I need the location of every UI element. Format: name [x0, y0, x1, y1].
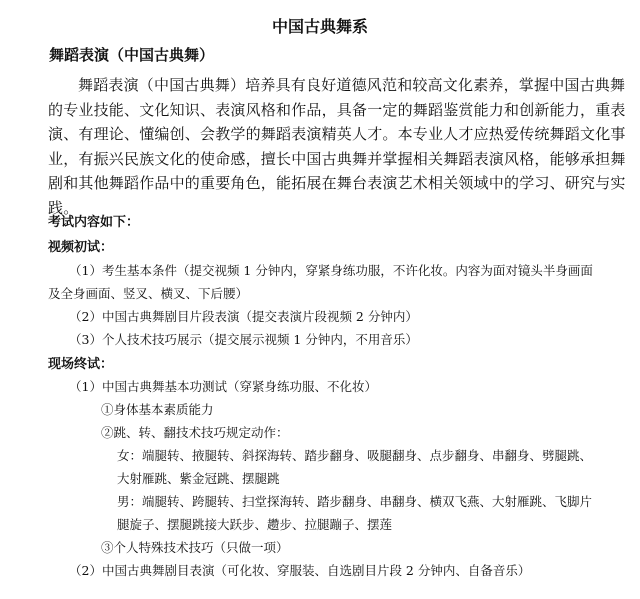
onsite-detail-male: 男：端腿转、跨腿转、扫堂探海转、踏步翻身、串翻身、横双飞燕、大射雁跳、飞脚片	[117, 494, 593, 509]
video-item: （2）中国古典舞剧目片段表演（提交表演片段视频 2 分钟内）	[69, 309, 418, 324]
intro-line: 演、有理论、懂编创、会教学的舞蹈表演精英人才。本专业人才应热爱传统舞蹈文化事	[48, 125, 626, 143]
video-heading: 视频初试：	[48, 240, 114, 255]
video-item: （1）考生基本条件（提交视频 1 分钟内，穿紧身练功服，不许化妆。内容为面对镜头半身画面	[69, 263, 593, 278]
onsite-subitem: ②跳、转、翻技术技巧规定动作：	[101, 425, 289, 440]
intro-line: 剧和其他舞蹈作品中的重要角色，能拓展在舞台表演艺术相关领域中的学习、研究与实	[48, 174, 626, 192]
intro-line: 业，有振兴民族文化的使命感，擅长中国古典舞并掌握相关舞蹈表演风格，能够承担舞	[48, 149, 626, 168]
onsite-subitem: ③个人特殊技术技巧（只做一项）	[101, 540, 289, 555]
exam-heading: 考试内容如下：	[48, 215, 140, 230]
video-item: 及全身画面、竖叉、横叉、下后腰）	[48, 286, 249, 301]
onsite-detail-female: 女：端腿转、掖腿转、斜探海转、踏步翻身、吸腿翻身、点步翻身、串翻身、劈腿跳、	[117, 448, 593, 463]
onsite-item: （2）中国古典舞剧目表演（可化妆、穿服装、自选剧目片段 2 分钟内、自备音乐）	[69, 563, 531, 578]
intro-line: 舞蹈表演（中国古典舞）培养具有良好道德风范和较高文化素养，掌握中国古典舞	[78, 76, 626, 94]
onsite-item: （1）中国古典舞基本功测试（穿紧身练功服、不化妆）	[69, 379, 377, 394]
page-title: 中国古典舞系	[271, 17, 368, 36]
intro-line: 践。	[48, 198, 79, 217]
section-heading: 舞蹈表演（中国古典舞）	[49, 46, 215, 64]
onsite-heading: 现场终试：	[48, 357, 114, 372]
video-item: （3）个人技术技巧展示（提交展示视频 1 分钟内，不用音乐）	[69, 332, 418, 347]
onsite-detail-female-cont: 大射雁跳、紫金冠跳、摆腿跳	[117, 471, 280, 486]
intro-line: 的专业技能、文化知识、表演风格和作品，具备一定的舞蹈鉴赏能力和创新能力，重表	[48, 100, 626, 119]
intro-paragraph	[48, 73, 626, 220]
onsite-subitem: ①身体基本素质能力	[101, 402, 214, 417]
onsite-detail-male-cont: 腿旋子、摆腿跳接大跃步、趱步、拉腿蹦子、摆莲	[117, 517, 393, 532]
